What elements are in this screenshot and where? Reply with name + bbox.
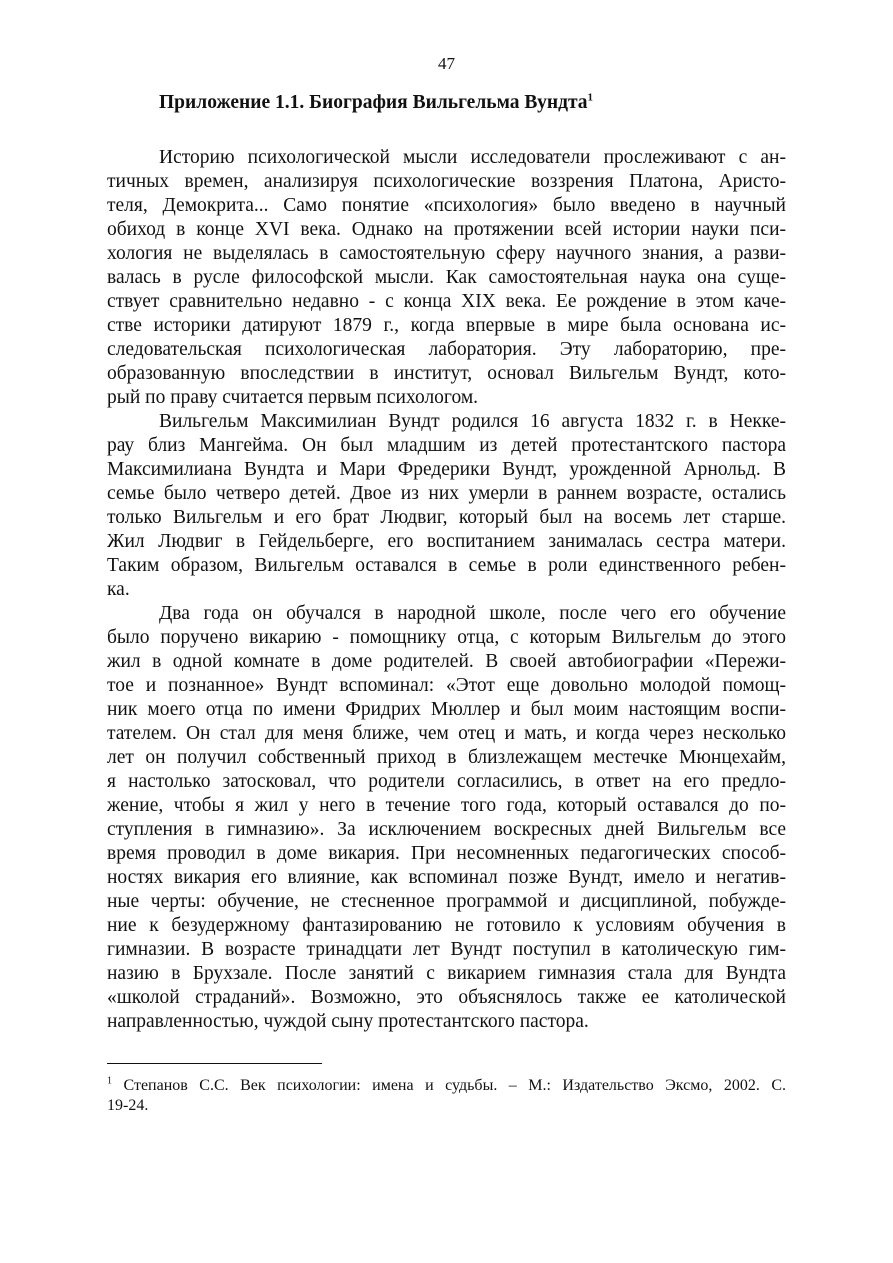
text-line: ностях викария его влияние, как вспоминал позже Вундт, имело и негатив-: [107, 867, 786, 888]
footnote-continuation: 19-24.: [107, 1097, 149, 1114]
text-line: валась в русле философской мысли. Как самостоятельная наука она суще-: [107, 267, 786, 288]
text-line: следовательская психологическая лаборатория. Эту лабораторию, пре-: [107, 339, 786, 360]
section-title-text: Приложение 1.1. Биография Вильгельма Вундта: [159, 92, 588, 113]
text-line: стве историки датируют 1879 г., когда впервые в мире была основана ис-: [107, 315, 786, 336]
text-line: тателем. Он стал для меня ближе, чем отец и мать, и когда через несколько: [107, 723, 786, 744]
text-line: гимназии. В возрасте тринадцати лет Вундт поступил в католическую гим-: [107, 939, 786, 960]
text-line: ние к безудержному фантазированию не готовило к условиям обучения в: [107, 915, 786, 936]
text-line: жил в одной комнате в доме родителей. В своей автобиографии «Пережи-: [107, 651, 786, 672]
text-line: Максимилиана Вундта и Мари Фредерики Вундт, урожденной Арнольд. В: [107, 459, 786, 480]
text-line: хология не выделялась в самостоятельную сферу научного знания, а разви-: [107, 243, 786, 264]
section-title: [159, 92, 593, 114]
text-line: ка.: [107, 579, 130, 600]
text-line: Историю психологической мысли исследователи прослеживают с ан-: [159, 147, 786, 168]
text-line: ник моего отца по имени Фридрих Мюллер и был моим настоящим воспи-: [107, 699, 786, 720]
text-line: ные черты: обучение, не стесненное программой и дисциплиной, побужде-: [107, 891, 786, 912]
text-line: обиход в конце XVI века. Однако на протяжении всей истории науки пси-: [107, 219, 786, 240]
text-line: Вильгельм Максимилиан Вундт родился 16 августа 1832 г. в Некке-: [159, 411, 786, 432]
text-line: только Вильгельм и его брат Людвиг, который был на восемь лет старше.: [107, 507, 786, 528]
text-line: назию в Брухзале. После занятий с викарием гимназия стала для Вундта: [107, 963, 786, 984]
text-line: теля, Демокрита... Само понятие «психология» было введено в научный: [107, 195, 786, 216]
text-line: тичных времен, анализируя психологические воззрения Платона, Аристо-: [107, 171, 786, 192]
text-line: ствует сравнительно недавно - с конца XIX века. Ее рождение в этом каче-: [107, 291, 786, 312]
footnote-text: Степанов С.С. Век психологии: имена и судьбы. – М.: Издательство Эксмо, 2002. С.: [123, 1077, 787, 1094]
footnote-separator: [107, 1063, 322, 1064]
text-line: было поручено викарию - помощнику отца, с которым Вильгельм до этого: [107, 627, 786, 648]
text-line: семье было четверо детей. Двое из них умерли в раннем возрасте, остались: [107, 483, 786, 504]
footnote-mark: 1: [107, 1075, 112, 1087]
text-line: Таким образом, Вильгельм оставался в семье в роли единственного ребен-: [107, 555, 786, 576]
text-line: рый по праву считается первым психологом.: [107, 387, 479, 408]
text-line: жение, чтобы я жил у него в течение того года, который оставался до по-: [107, 795, 786, 816]
text-line: рау близ Мангейма. Он был младшим из детей протестантского пастора: [107, 435, 786, 456]
text-line: направленностью, чуждой сыну протестантского пастора.: [107, 1011, 589, 1032]
footnote: [107, 1076, 786, 1096]
text-line: образованную впоследствии в институт, основал Вильгельм Вундт, кото-: [107, 363, 786, 384]
footnote-reference: 1: [587, 91, 594, 104]
text-line: я настолько затосковал, что родители согласились, в ответ на его предло-: [107, 771, 786, 792]
text-line: ступления в гимназию». За исключением воскресных дней Вильгельм все: [107, 819, 786, 840]
page-number: 47: [438, 54, 455, 73]
text-line: лет он получил собственный приход в близлежащем местечке Мюнцехайм,: [107, 747, 786, 768]
text-line: время проводил в доме викария. При несомненных педагогических способ-: [107, 843, 786, 864]
text-line: Жил Людвиг в Гейдельберге, его воспитанием занималась сестра матери.: [107, 531, 786, 552]
text-line: тое и познанное» Вундт вспоминал: «Этот еще довольно молодой помощ-: [107, 675, 786, 696]
text-line: Два года он обучался в народной школе, после чего его обучение: [159, 603, 786, 624]
text-line: «школой страданий». Возможно, это объяснялось также ее католической: [107, 987, 786, 1008]
